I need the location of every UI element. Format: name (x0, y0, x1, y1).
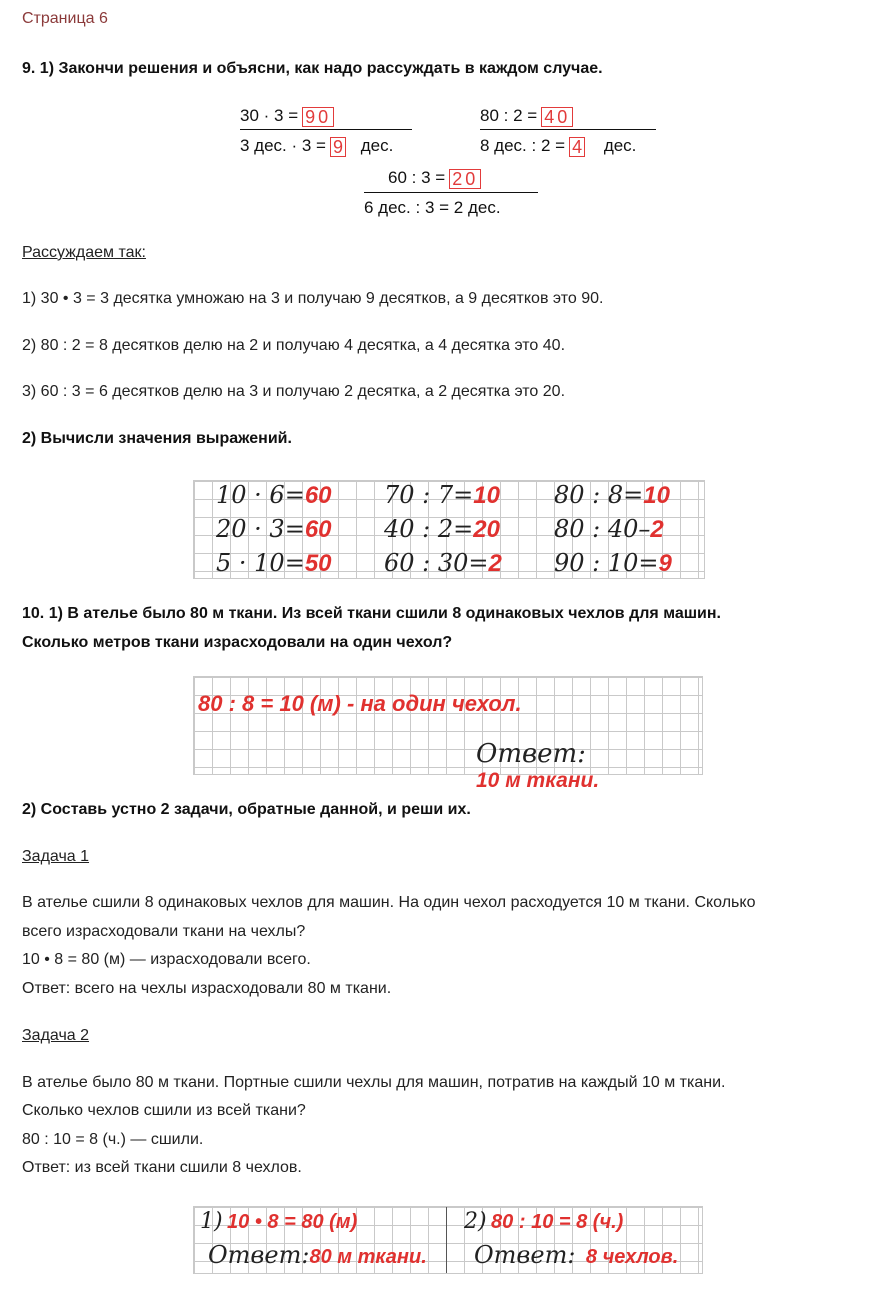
task-1-line: В ателье сшили 8 одинаковых чехлов для машин. На один чехол расходуется 10 м ткани. Сколько (22, 894, 756, 911)
expression: 60 : 30=2 (384, 549, 502, 577)
answer-box: 20 (449, 169, 481, 189)
final-right-answer-line: Ответ: 8 чехлов. (474, 1241, 679, 1269)
answer-line: Ответ: 10 м ткани. (476, 739, 600, 792)
exercise-10-heading-line-1: 10. 1) В ателье было 80 м ткани. Из всей ткани сшили 8 одинаковых чехлов для машин. (22, 605, 721, 622)
final-solutions-grid (193, 1206, 703, 1274)
expression: 10 · 6=60 (216, 481, 332, 509)
expression: 80 : 40–2 (554, 515, 664, 543)
task-2-line: 80 : 10 = 8 (ч.) — сшили. (22, 1131, 204, 1148)
expression: 20 · 3=60 (216, 515, 332, 543)
expression: 70 : 7=10 (384, 481, 500, 509)
fraction-rule (480, 129, 656, 130)
exercise-9-heading: 9. 1) Закончи решения и объясни, как надо рассуждать в каждом случае. (22, 60, 603, 77)
fraction-rule (240, 129, 412, 130)
task-2-title: Задача 2 (22, 1027, 90, 1044)
equation-1-bottom: 3 дес. · 3 = 9 дес. (240, 136, 394, 157)
solution-grid (193, 676, 703, 792)
equation-block-1 (240, 106, 412, 162)
answer-box: 90 (302, 107, 334, 127)
exercise-10-heading-line-2: Сколько метров ткани израсходовали на один чехол? (22, 634, 453, 651)
final-right-solution-line: 2) 80 : 10 = 8 (ч.) (464, 1209, 624, 1234)
expression: 80 : 8=10 (554, 481, 670, 509)
equation-3-top: 60 : 3 = 20 (388, 168, 481, 189)
solution-line: 80 : 8 = 10 (м) - на один чехол. (198, 691, 522, 716)
reasoning-line-1: 1) 30 • 3 = 3 десятка умножаю на 3 и получаю 9 десятков, а 9 десятков это 90. (22, 290, 604, 307)
final-left-solution-line: 1) 10 • 8 = 80 (м) (200, 1209, 358, 1234)
answer-box: 40 (541, 107, 573, 127)
equation-2-top: 80 : 2 = 40 (480, 106, 573, 127)
column-divider (446, 1207, 447, 1273)
exercise-10-part2-heading: 2) Составь устно 2 задачи, обратные данной, и реши их. (22, 801, 471, 818)
reasoning-line-2: 2) 80 : 2 = 8 десятков делю на 2 и получаю 4 десятка, а 4 десятка это 40. (22, 337, 566, 354)
task-2-line: В ателье было 80 м ткани. Портные сшили чехлы для машин, потратив на каждый 10 м ткани. (22, 1074, 726, 1091)
reasoning-title: Рассуждаем так: (22, 244, 146, 261)
equation-block-2 (480, 106, 656, 162)
equation-3-bottom: 6 дес. : 3 = 2 дес. (364, 198, 501, 217)
task-1-line: всего израсходовали ткани на чехлы? (22, 923, 306, 940)
expression: 90 : 10=9 (554, 549, 672, 577)
answer-box: 4 (569, 137, 585, 157)
reasoning-line-3: 3) 60 : 3 = 6 десятков делю на 3 и получаю 2 десятка, а 2 десятка это 20. (22, 383, 566, 400)
expression: 40 : 2=20 (384, 515, 500, 543)
expressions-grid (193, 480, 705, 579)
equation-1-top: 30 · 3 = 90 (240, 106, 334, 127)
task-1-title: Задача 1 (22, 848, 90, 865)
equation-block-3 (364, 168, 538, 224)
equation-2-bottom: 8 дес. : 2 = 4 дес. (480, 136, 637, 157)
exercise-9-part2-heading: 2) Вычисли значения выражений. (22, 430, 292, 447)
task-1-line: Ответ: всего на чехлы израсходовали 80 м ткани. (22, 980, 392, 997)
page-label: Страница 6 (22, 10, 108, 27)
expression: 5 · 10=50 (216, 549, 332, 577)
fraction-rule (364, 192, 538, 193)
answer-box: 9 (330, 137, 346, 157)
task-2-line: Ответ: из всей ткани сшили 8 чехлов. (22, 1159, 302, 1176)
final-left-answer-line: Ответ:80 м ткани. (208, 1241, 427, 1269)
task-1-line: 10 • 8 = 80 (м) — израсходовали всего. (22, 951, 311, 968)
task-2-line: Сколько чехлов сшили из всей ткани? (22, 1102, 306, 1119)
